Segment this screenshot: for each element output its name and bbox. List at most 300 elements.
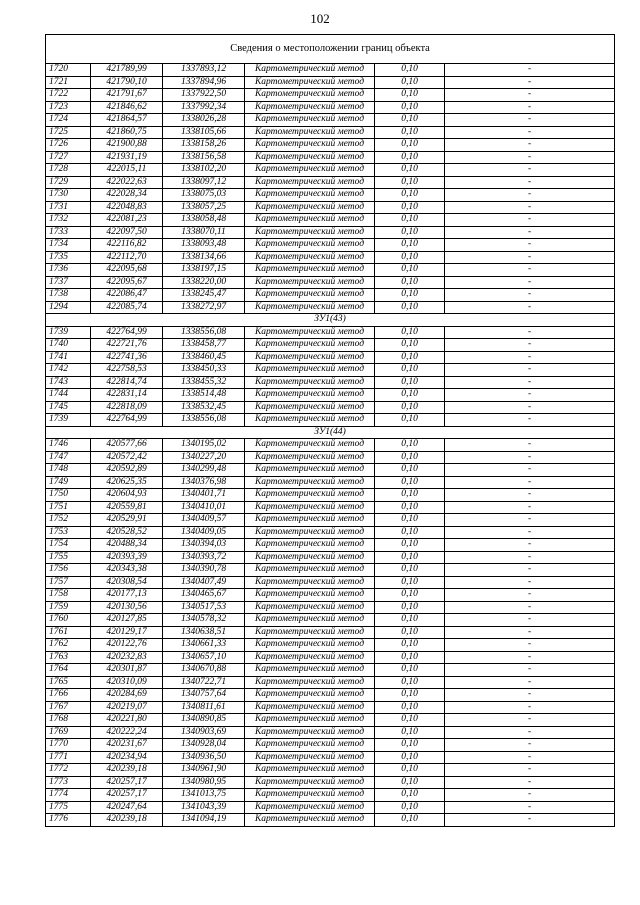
cell-point-number: 1748: [46, 464, 91, 477]
table-row: [46, 701, 615, 714]
table-row: [46, 401, 615, 414]
cell-point-number: 1732: [46, 214, 91, 227]
cell-accuracy: 0,10: [375, 676, 445, 689]
cell-point-number: 1754: [46, 539, 91, 552]
table-row: [46, 751, 615, 764]
cell-y-coordinate: 1340661,33: [163, 639, 245, 652]
cell-accuracy: 0,10: [375, 689, 445, 702]
table-row: [46, 76, 615, 89]
cell-accuracy: 0,10: [375, 251, 445, 264]
cell-x-coordinate: 422081,23: [91, 214, 163, 227]
table-row: [46, 464, 615, 477]
cell-point-number: 1767: [46, 701, 91, 714]
cell-method: Картометрический метод: [245, 514, 375, 527]
cell-method: Картометрический метод: [245, 226, 375, 239]
table-row: [46, 514, 615, 527]
cell-description: -: [445, 176, 615, 189]
cell-accuracy: 0,10: [375, 301, 445, 314]
cell-accuracy: 0,10: [375, 576, 445, 589]
cell-description: -: [445, 539, 615, 552]
cell-x-coordinate: 421846,62: [91, 101, 163, 114]
cell-point-number: 1765: [46, 676, 91, 689]
boundary-table: [45, 34, 615, 827]
cell-method: Картометрический метод: [245, 714, 375, 727]
cell-point-number: 1750: [46, 489, 91, 502]
cell-accuracy: 0,10: [375, 414, 445, 427]
cell-x-coordinate: 420239,18: [91, 814, 163, 827]
cell-point-number: 1755: [46, 551, 91, 564]
cell-x-coordinate: 422085,74: [91, 301, 163, 314]
cell-accuracy: 0,10: [375, 339, 445, 352]
cell-method: Картометрический метод: [245, 339, 375, 352]
cell-method: Картометрический метод: [245, 551, 375, 564]
cell-point-number: 1749: [46, 476, 91, 489]
cell-accuracy: 0,10: [375, 464, 445, 477]
cell-description: -: [445, 264, 615, 277]
cell-point-number: 1763: [46, 651, 91, 664]
cell-method: Картометрический метод: [245, 214, 375, 227]
table-row: [46, 376, 615, 389]
cell-x-coordinate: 420127,85: [91, 614, 163, 627]
table-row: [46, 564, 615, 577]
cell-method: Картометрический метод: [245, 726, 375, 739]
cell-accuracy: 0,10: [375, 501, 445, 514]
cell-y-coordinate: 1340722,71: [163, 676, 245, 689]
section-header-row: [46, 314, 615, 327]
cell-method: Картометрический метод: [245, 589, 375, 602]
cell-y-coordinate: 1340578,32: [163, 614, 245, 627]
cell-accuracy: 0,10: [375, 189, 445, 202]
cell-x-coordinate: 421931,19: [91, 151, 163, 164]
cell-x-coordinate: 421860,75: [91, 126, 163, 139]
cell-y-coordinate: 1338156,58: [163, 151, 245, 164]
section-label: ЗУ1(43): [46, 314, 615, 327]
cell-accuracy: 0,10: [375, 814, 445, 827]
table-row: [46, 689, 615, 702]
cell-y-coordinate: 1341043,39: [163, 801, 245, 814]
cell-point-number: 1768: [46, 714, 91, 727]
cell-point-number: 1775: [46, 801, 91, 814]
cell-y-coordinate: 1340409,57: [163, 514, 245, 527]
cell-x-coordinate: 420232,83: [91, 651, 163, 664]
cell-description: -: [445, 189, 615, 202]
cell-y-coordinate: 1340890,85: [163, 714, 245, 727]
cell-point-number: 1741: [46, 351, 91, 364]
cell-description: -: [445, 739, 615, 752]
cell-x-coordinate: 422814,74: [91, 376, 163, 389]
cell-y-coordinate: 1340980,95: [163, 776, 245, 789]
cell-description: -: [445, 589, 615, 602]
cell-accuracy: 0,10: [375, 476, 445, 489]
table-row: [46, 576, 615, 589]
cell-accuracy: 0,10: [375, 489, 445, 502]
cell-point-number: 1726: [46, 139, 91, 152]
cell-y-coordinate: 1340376,98: [163, 476, 245, 489]
cell-method: Картометрический метод: [245, 414, 375, 427]
table-row: [46, 501, 615, 514]
cell-description: -: [445, 326, 615, 339]
cell-accuracy: 0,10: [375, 364, 445, 377]
cell-method: Картометрический метод: [245, 151, 375, 164]
cell-method: Картометрический метод: [245, 239, 375, 252]
cell-x-coordinate: 422721,76: [91, 339, 163, 352]
cell-x-coordinate: 420488,34: [91, 539, 163, 552]
table-row: [46, 764, 615, 777]
cell-point-number: 1739: [46, 326, 91, 339]
cell-x-coordinate: 420625,35: [91, 476, 163, 489]
cell-x-coordinate: 422095,67: [91, 276, 163, 289]
cell-description: -: [445, 289, 615, 302]
cell-method: Картометрический метод: [245, 489, 375, 502]
page-number: 102: [310, 11, 330, 26]
cell-x-coordinate: 422764,99: [91, 414, 163, 427]
cell-method: Картометрический метод: [245, 289, 375, 302]
cell-y-coordinate: 1338460,45: [163, 351, 245, 364]
cell-y-coordinate: 1340227,20: [163, 451, 245, 464]
table-row: [46, 326, 615, 339]
table-row: [46, 301, 615, 314]
cell-accuracy: 0,10: [375, 214, 445, 227]
cell-x-coordinate: 420559,81: [91, 501, 163, 514]
cell-method: Картометрический метод: [245, 751, 375, 764]
cell-point-number: 1721: [46, 76, 91, 89]
cell-x-coordinate: 420592,89: [91, 464, 163, 477]
table-row: [46, 214, 615, 227]
cell-accuracy: 0,10: [375, 651, 445, 664]
table-row: [46, 589, 615, 602]
cell-x-coordinate: 422086,47: [91, 289, 163, 302]
cell-x-coordinate: 420393,39: [91, 551, 163, 564]
cell-method: Картометрический метод: [245, 501, 375, 514]
cell-x-coordinate: 420239,18: [91, 764, 163, 777]
cell-accuracy: 0,10: [375, 201, 445, 214]
cell-point-number: 1740: [46, 339, 91, 352]
cell-accuracy: 0,10: [375, 264, 445, 277]
cell-description: -: [445, 439, 615, 452]
table-title-row: [46, 35, 615, 64]
table-row: [46, 539, 615, 552]
cell-point-number: 1769: [46, 726, 91, 739]
table-row: [46, 64, 615, 77]
cell-description: -: [445, 764, 615, 777]
cell-point-number: 1771: [46, 751, 91, 764]
cell-method: Картометрический метод: [245, 639, 375, 652]
cell-method: Картометрический метод: [245, 101, 375, 114]
cell-accuracy: 0,10: [375, 151, 445, 164]
cell-point-number: 1772: [46, 764, 91, 777]
cell-method: Картометрический метод: [245, 776, 375, 789]
cell-description: -: [445, 101, 615, 114]
table-row: [46, 739, 615, 752]
cell-x-coordinate: 422818,09: [91, 401, 163, 414]
cell-accuracy: 0,10: [375, 614, 445, 627]
table-row: [46, 489, 615, 502]
cell-accuracy: 0,10: [375, 64, 445, 77]
cell-accuracy: 0,10: [375, 451, 445, 464]
cell-x-coordinate: 420301,87: [91, 664, 163, 677]
cell-description: -: [445, 551, 615, 564]
cell-y-coordinate: 1337922,50: [163, 89, 245, 102]
cell-y-coordinate: 1337893,12: [163, 64, 245, 77]
cell-accuracy: 0,10: [375, 739, 445, 752]
cell-point-number: 1756: [46, 564, 91, 577]
cell-y-coordinate: 1337992,34: [163, 101, 245, 114]
cell-method: Картометрический метод: [245, 451, 375, 464]
cell-description: -: [445, 789, 615, 802]
table-row: [46, 814, 615, 827]
cell-method: Картометрический метод: [245, 276, 375, 289]
cell-description: -: [445, 576, 615, 589]
cell-y-coordinate: 1338026,28: [163, 114, 245, 127]
cell-y-coordinate: 1340401,71: [163, 489, 245, 502]
cell-method: Картометрический метод: [245, 401, 375, 414]
table-row: [46, 614, 615, 627]
cell-point-number: 1733: [46, 226, 91, 239]
cell-y-coordinate: 1338097,12: [163, 176, 245, 189]
section-header-row: [46, 426, 615, 439]
cell-y-coordinate: 1340195,02: [163, 439, 245, 452]
table-row: [46, 476, 615, 489]
cell-y-coordinate: 1340928,04: [163, 739, 245, 752]
cell-description: -: [445, 226, 615, 239]
cell-accuracy: 0,10: [375, 351, 445, 364]
cell-method: Картометрический метод: [245, 789, 375, 802]
cell-accuracy: 0,10: [375, 551, 445, 564]
cell-method: Картометрический метод: [245, 539, 375, 552]
cell-description: -: [445, 239, 615, 252]
cell-accuracy: 0,10: [375, 164, 445, 177]
cell-y-coordinate: 1338556,08: [163, 326, 245, 339]
cell-method: Картометрический метод: [245, 576, 375, 589]
cell-accuracy: 0,10: [375, 514, 445, 527]
cell-y-coordinate: 1338532,45: [163, 401, 245, 414]
cell-method: Картометрический метод: [245, 476, 375, 489]
cell-x-coordinate: 420577,66: [91, 439, 163, 452]
cell-description: -: [445, 139, 615, 152]
table-row: [46, 101, 615, 114]
cell-description: -: [445, 501, 615, 514]
cell-description: -: [445, 76, 615, 89]
cell-method: Картометрический метод: [245, 301, 375, 314]
cell-method: Картометрический метод: [245, 739, 375, 752]
cell-point-number: 1745: [46, 401, 91, 414]
table-row: [46, 226, 615, 239]
cell-description: -: [445, 601, 615, 614]
cell-accuracy: 0,10: [375, 701, 445, 714]
cell-method: Картометрический метод: [245, 614, 375, 627]
cell-point-number: 1746: [46, 439, 91, 452]
cell-x-coordinate: 420234,94: [91, 751, 163, 764]
cell-description: -: [445, 301, 615, 314]
cell-y-coordinate: 1338450,33: [163, 364, 245, 377]
cell-accuracy: 0,10: [375, 639, 445, 652]
table-body: [46, 35, 615, 827]
cell-accuracy: 0,10: [375, 714, 445, 727]
table-row: [46, 551, 615, 564]
cell-point-number: 1770: [46, 739, 91, 752]
cell-point-number: 1735: [46, 251, 91, 264]
cell-point-number: 1757: [46, 576, 91, 589]
cell-point-number: 1773: [46, 776, 91, 789]
cell-description: -: [445, 251, 615, 264]
table-row: [46, 264, 615, 277]
cell-description: -: [445, 114, 615, 127]
cell-accuracy: 0,10: [375, 801, 445, 814]
table-row: [46, 201, 615, 214]
table-row: [46, 714, 615, 727]
cell-description: -: [445, 701, 615, 714]
cell-x-coordinate: 420122,76: [91, 639, 163, 652]
cell-method: Картометрический метод: [245, 351, 375, 364]
cell-y-coordinate: 1340757,64: [163, 689, 245, 702]
table-row: [46, 526, 615, 539]
table-row: [46, 126, 615, 139]
cell-x-coordinate: 422116,82: [91, 239, 163, 252]
cell-y-coordinate: 1338455,32: [163, 376, 245, 389]
cell-x-coordinate: 421900,88: [91, 139, 163, 152]
table-row: [46, 626, 615, 639]
cell-point-number: 1758: [46, 589, 91, 602]
cell-x-coordinate: 422758,53: [91, 364, 163, 377]
cell-description: -: [445, 64, 615, 77]
cell-x-coordinate: 421791,67: [91, 89, 163, 102]
cell-description: -: [445, 651, 615, 664]
cell-description: -: [445, 514, 615, 527]
table-row: [46, 801, 615, 814]
cell-description: -: [445, 801, 615, 814]
cell-y-coordinate: 1340961,90: [163, 764, 245, 777]
cell-point-number: 1294: [46, 301, 91, 314]
cell-method: Картометрический метод: [245, 626, 375, 639]
cell-accuracy: 0,10: [375, 564, 445, 577]
cell-y-coordinate: 1338075,03: [163, 189, 245, 202]
table-row: [46, 251, 615, 264]
cell-accuracy: 0,10: [375, 439, 445, 452]
cell-point-number: 1751: [46, 501, 91, 514]
cell-x-coordinate: 420130,56: [91, 601, 163, 614]
cell-y-coordinate: 1340936,50: [163, 751, 245, 764]
table-row: [46, 676, 615, 689]
cell-accuracy: 0,10: [375, 239, 445, 252]
cell-x-coordinate: 420257,17: [91, 776, 163, 789]
cell-description: -: [445, 676, 615, 689]
cell-y-coordinate: 1340410,01: [163, 501, 245, 514]
cell-method: Картометрический метод: [245, 176, 375, 189]
cell-accuracy: 0,10: [375, 626, 445, 639]
cell-method: Картометрический метод: [245, 326, 375, 339]
cell-description: -: [445, 339, 615, 352]
cell-method: Картометрический метод: [245, 126, 375, 139]
cell-description: -: [445, 664, 615, 677]
cell-method: Картометрический метод: [245, 564, 375, 577]
cell-point-number: 1743: [46, 376, 91, 389]
cell-description: -: [445, 476, 615, 489]
cell-y-coordinate: 1337894,96: [163, 76, 245, 89]
cell-x-coordinate: 422831,14: [91, 389, 163, 402]
cell-point-number: 1730: [46, 189, 91, 202]
cell-point-number: 1737: [46, 276, 91, 289]
cell-y-coordinate: 1341013,75: [163, 789, 245, 802]
table-row: [46, 139, 615, 152]
cell-y-coordinate: 1338102,20: [163, 164, 245, 177]
cell-x-coordinate: 421790,10: [91, 76, 163, 89]
cell-method: Картометрический метод: [245, 601, 375, 614]
cell-description: -: [445, 464, 615, 477]
cell-method: Картометрический метод: [245, 76, 375, 89]
cell-accuracy: 0,10: [375, 401, 445, 414]
table-title: Сведения о местоположении границ объекта: [46, 35, 615, 64]
table-row: [46, 664, 615, 677]
cell-method: Картометрический метод: [245, 439, 375, 452]
cell-description: -: [445, 414, 615, 427]
table-row: [46, 451, 615, 464]
cell-method: Картометрический метод: [245, 814, 375, 827]
cell-x-coordinate: 420247,64: [91, 801, 163, 814]
cell-x-coordinate: 422028,34: [91, 189, 163, 202]
cell-accuracy: 0,10: [375, 526, 445, 539]
cell-point-number: 1747: [46, 451, 91, 464]
cell-method: Картометрический метод: [245, 64, 375, 77]
cell-description: -: [445, 151, 615, 164]
cell-accuracy: 0,10: [375, 751, 445, 764]
cell-description: -: [445, 639, 615, 652]
cell-accuracy: 0,10: [375, 276, 445, 289]
cell-x-coordinate: 420222,24: [91, 726, 163, 739]
cell-point-number: 1729: [46, 176, 91, 189]
cell-point-number: 1761: [46, 626, 91, 639]
cell-description: -: [445, 751, 615, 764]
cell-x-coordinate: 420572,42: [91, 451, 163, 464]
table-row: [46, 789, 615, 802]
table-row: [46, 164, 615, 177]
cell-x-coordinate: 422741,36: [91, 351, 163, 364]
cell-method: Картометрический метод: [245, 201, 375, 214]
cell-x-coordinate: 422112,70: [91, 251, 163, 264]
cell-description: -: [445, 126, 615, 139]
cell-point-number: 1736: [46, 264, 91, 277]
cell-point-number: 1727: [46, 151, 91, 164]
cell-accuracy: 0,10: [375, 389, 445, 402]
cell-y-coordinate: 1338220,00: [163, 276, 245, 289]
cell-x-coordinate: 420219,07: [91, 701, 163, 714]
cell-description: -: [445, 726, 615, 739]
cell-y-coordinate: 1340390,78: [163, 564, 245, 577]
cell-accuracy: 0,10: [375, 226, 445, 239]
cell-accuracy: 0,10: [375, 589, 445, 602]
table-row: [46, 651, 615, 664]
table-row: [46, 776, 615, 789]
table-row: [46, 601, 615, 614]
cell-x-coordinate: 421864,57: [91, 114, 163, 127]
cell-y-coordinate: 1338105,66: [163, 126, 245, 139]
cell-x-coordinate: 422048,83: [91, 201, 163, 214]
cell-description: -: [445, 564, 615, 577]
cell-y-coordinate: 1338134,66: [163, 251, 245, 264]
section-label: ЗУ1(44): [46, 426, 615, 439]
table-row: [46, 339, 615, 352]
cell-point-number: 1753: [46, 526, 91, 539]
table-row: [46, 351, 615, 364]
cell-x-coordinate: 420284,69: [91, 689, 163, 702]
table-row: [46, 276, 615, 289]
cell-y-coordinate: 1338556,08: [163, 414, 245, 427]
cell-description: -: [445, 89, 615, 102]
cell-accuracy: 0,10: [375, 101, 445, 114]
cell-description: -: [445, 401, 615, 414]
cell-y-coordinate: 1340657,10: [163, 651, 245, 664]
cell-method: Картометрический метод: [245, 701, 375, 714]
cell-point-number: 1776: [46, 814, 91, 827]
